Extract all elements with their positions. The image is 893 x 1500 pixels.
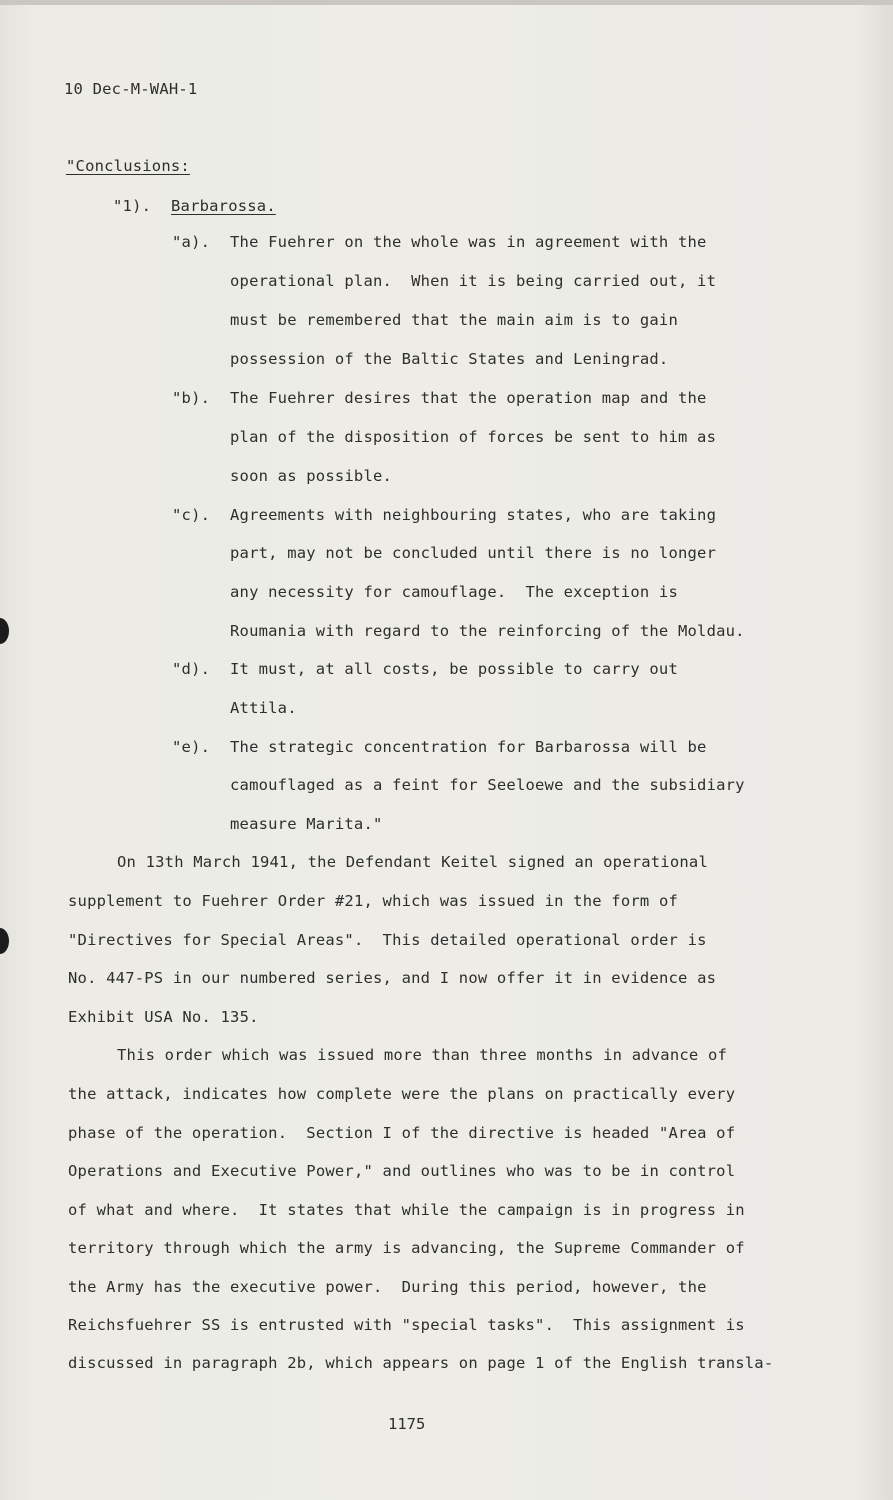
subitem-line: camouflaged as a feint for Seeloewe and the subsidiary <box>230 776 745 794</box>
page-top-edge <box>0 0 893 5</box>
subitem-line: It must, at all costs, be possible to carry out <box>230 660 678 678</box>
subitem-line: Agreements with neighbouring states, who are taking <box>230 506 717 524</box>
paragraph-line: This order which was issued more than three months in advance of <box>117 1046 728 1064</box>
subitem-line: measure Marita." <box>230 815 383 833</box>
subitem-label: "e). <box>172 738 211 756</box>
paragraph-line: supplement to Fuehrer Order #21, which was issued in the form of <box>68 892 679 910</box>
subitem-label: "b). <box>172 389 211 407</box>
subitem-line: plan of the disposition of forces be sent to him as <box>230 428 717 446</box>
subitem-label: "c). <box>172 506 211 524</box>
page-number: 1175 <box>388 1415 426 1433</box>
subitem-line: The Fuehrer desires that the operation map and the <box>230 389 707 407</box>
subitem-line: must be remembered that the main aim is to gain <box>230 311 678 329</box>
subitem-line: The strategic concentration for Barbarossa will be <box>230 738 707 756</box>
subitem-line: Roumania with regard to the reinforcing of the Moldau. <box>230 622 745 640</box>
subitem-label: "d). <box>172 660 211 678</box>
subitem-label: "a). <box>172 233 211 251</box>
subitem-line: possession of the Baltic States and Leningrad. <box>230 350 669 368</box>
paragraph-line: of what and where. It states that while the campaign is in progress in <box>68 1201 745 1219</box>
subitem-line: Attila. <box>230 699 297 717</box>
paragraph-line: No. 447-PS in our numbered series, and I now offer it in evidence as <box>68 969 717 987</box>
punch-hole <box>0 618 9 644</box>
paragraph-line: Operations and Executive Power," and outlines who was to be in control <box>68 1162 736 1180</box>
paragraph-line: On 13th March 1941, the Defendant Keitel signed an operational <box>117 853 708 871</box>
paragraph-line: "Directives for Special Areas". This detailed operational order is <box>68 931 707 949</box>
paragraph-line: territory through which the army is advancing, the Supreme Commander of <box>68 1239 745 1257</box>
document-reference: 10 Dec-M-WAH-1 <box>64 80 198 98</box>
paragraph-line: the Army has the executive power. During this period, however, the <box>68 1278 707 1296</box>
subitem-line: operational plan. When it is being carried out, it <box>230 272 717 290</box>
subitem-line: The Fuehrer on the whole was in agreement with the <box>230 233 707 251</box>
paragraph-line: the attack, indicates how complete were the plans on practically every <box>68 1085 736 1103</box>
item-title: Barbarossa. <box>171 197 276 215</box>
paragraph-line: Reichsfuehrer SS is entrusted with "special tasks". This assignment is <box>68 1316 745 1334</box>
subitem-line: any necessity for camouflage. The exception is <box>230 583 678 601</box>
punch-hole <box>0 928 9 954</box>
section-heading: "Conclusions: <box>66 157 190 175</box>
paragraph-line: phase of the operation. Section I of the directive is headed "Area of <box>68 1124 736 1142</box>
subitem-line: soon as possible. <box>230 467 393 485</box>
paragraph-line: discussed in paragraph 2b, which appears on page 1 of the English transla- <box>68 1354 774 1372</box>
item-number: "1). <box>113 197 152 215</box>
paragraph-line: Exhibit USA No. 135. <box>68 1008 259 1026</box>
subitem-line: part, may not be concluded until there is no longer <box>230 544 717 562</box>
